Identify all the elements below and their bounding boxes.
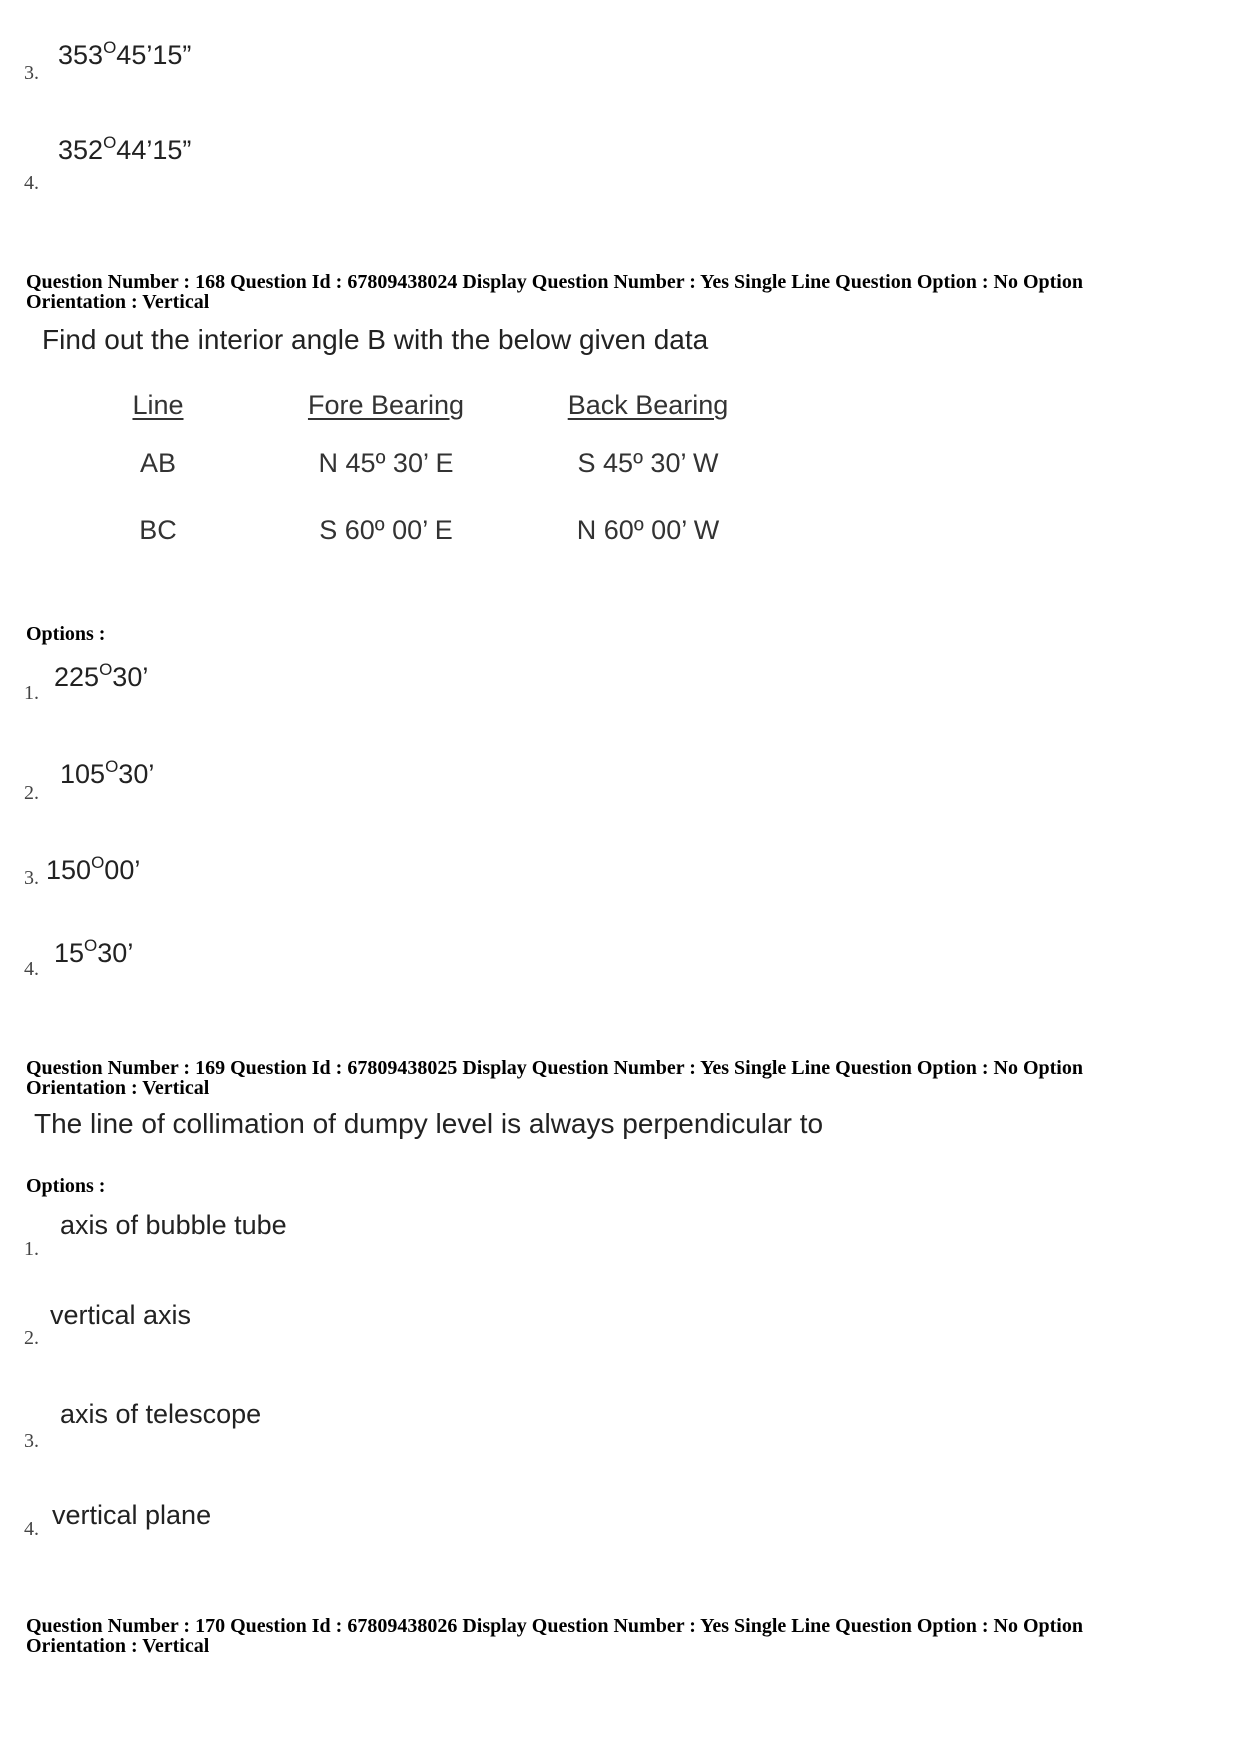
options-label: Options :: [26, 1175, 106, 1197]
table-cell: BC: [139, 515, 177, 545]
option-number: 4.: [24, 172, 39, 194]
option-number: 1.: [24, 682, 39, 704]
table-header-back-bearing: Back Bearing: [567, 390, 729, 420]
option-number: 2.: [24, 1327, 39, 1349]
option-number: 1.: [24, 1238, 39, 1260]
option-value[interactable]: $105^O30$’: [60, 757, 155, 789]
option-number: 3.: [24, 62, 39, 84]
table-header-line: Line: [132, 390, 184, 420]
option-text[interactable]: vertical axis: [50, 1300, 192, 1330]
option-number: 3.: [24, 867, 39, 889]
question-header: [26, 272, 1226, 312]
option-text[interactable]: axis of bubble tube: [60, 1210, 287, 1240]
option-number: 4.: [24, 958, 39, 980]
table-cell: AB: [139, 448, 177, 478]
question-header-line: Orientation : Vertical: [26, 291, 210, 313]
table-header-fore-bearing: Fore Bearing: [307, 390, 465, 420]
question-header-line: Orientation : Vertical: [26, 1077, 210, 1099]
table-cell: N 60º 00’ W: [576, 515, 720, 545]
question-text: The line of collimation of dumpy level is always perpendicular to: [34, 1108, 824, 1139]
question-header: [26, 1058, 1226, 1098]
option-text[interactable]: vertical plane: [52, 1500, 212, 1530]
question-header-line: Orientation : Vertical: [26, 1635, 210, 1657]
question-header-line: Question Number : 168 Question Id : 67809438024 Display Question Number : Yes Single Line Question Option : No Option: [26, 271, 1083, 293]
question-header-line: Question Number : 169 Question Id : 67809438025 Display Question Number : Yes Single Line Question Option : No Option: [26, 1057, 1083, 1079]
question-header-line: Question Number : 170 Question Id : 67809438026 Display Question Number : Yes Single Line Question Option : No Option: [26, 1615, 1083, 1637]
option-number: 4.: [24, 1518, 39, 1540]
question-text: Find out the interior angle B with the below given data: [42, 324, 709, 355]
option-value: $353^O45’15$”: [58, 38, 192, 70]
option-text[interactable]: axis of telescope: [60, 1399, 262, 1429]
option-value[interactable]: $15^O30$’: [54, 936, 134, 968]
table-cell: S 60º 00’ E: [319, 515, 453, 545]
option-value[interactable]: $225^O30$’: [54, 660, 149, 692]
option-value: $352^O44’15$”: [58, 133, 192, 165]
table-cell: N 45º 30’ E: [318, 448, 454, 478]
table-cell: S 45º 30’ W: [577, 448, 719, 478]
option-value[interactable]: $150^O00$’: [46, 853, 141, 885]
question-header: [26, 1616, 1226, 1656]
option-number: 2.: [24, 782, 39, 804]
options-label: Options :: [26, 623, 106, 645]
option-number: 3.: [24, 1430, 39, 1452]
